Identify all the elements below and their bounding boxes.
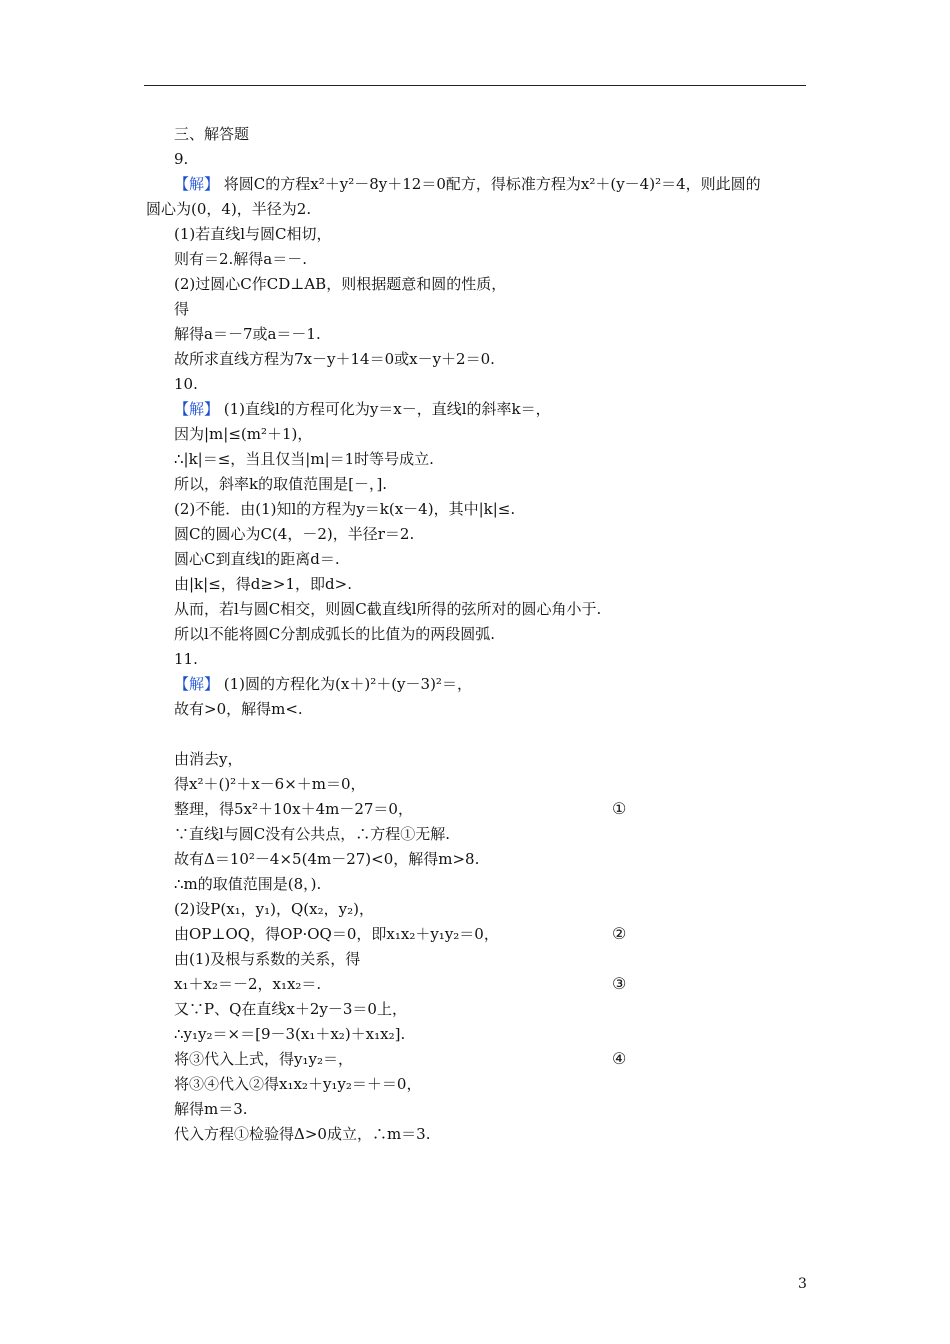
line-text: 将③④代入②得x₁x₂＋y₁y₂＝＋＝0， — [174, 1075, 422, 1093]
text-line — [174, 374, 198, 394]
text-line — [174, 649, 198, 669]
text-line — [174, 1124, 430, 1144]
text-line — [174, 449, 434, 469]
line-text: 从而，若l与圆C相交，则圆C截直线l所得的弦所对的圆心角小于. — [174, 600, 602, 618]
text-line — [174, 274, 506, 294]
equation-marker: ① — [612, 799, 627, 818]
text-line — [174, 549, 340, 569]
line-text: 11. — [174, 650, 198, 668]
line-text: (1)若直线l与圆C相切， — [174, 225, 332, 243]
line-text: x₁＋x₂＝－2，x₁x₂＝. — [174, 975, 322, 993]
line-text: ∴m的取值范围是(8，). — [174, 875, 322, 893]
text-line — [174, 924, 499, 944]
line-text: 由|k|≤，得d≥>1，即d>. — [174, 575, 352, 593]
solution-tag: 【解】 — [174, 400, 220, 418]
line-text: 圆C的圆心为C(4，－2)，半径r＝2. — [174, 525, 415, 543]
line-text: 所以，斜率k的取值范围是[－，]. — [174, 475, 388, 493]
line-text: 故有Δ＝10²－4×5(4m－27)<0，解得m>8. — [174, 850, 480, 868]
line-text: 解得m＝3. — [174, 1100, 248, 1118]
equation-marker: ② — [612, 924, 627, 943]
line-text: ∵直线l与圆C没有公共点，∴方程①无解. — [174, 825, 451, 843]
text-line — [174, 1049, 353, 1069]
text-line — [174, 599, 601, 619]
equation-marker: ④ — [612, 1049, 627, 1068]
line-text: (1)圆的方程化为(x＋)²＋(y－3)²＝， — [219, 675, 472, 693]
line-text: 故有>0，解得m<. — [174, 700, 303, 718]
line-text: 由消去y， — [174, 750, 243, 768]
line-text: 因为|m|≤(m²＋1)， — [174, 425, 313, 443]
text-line — [174, 249, 307, 269]
line-text: 圆心C到直线l的距离d＝. — [174, 550, 340, 568]
line-text: 所以l不能将圆C分割成弧长的比值为的两段圆弧. — [174, 625, 496, 643]
text-line — [174, 699, 303, 719]
line-text: 又∵P、Q在直线x＋2y－3＝0上， — [174, 1000, 407, 1018]
text-line — [174, 1099, 248, 1119]
line-text: 解得a＝－7或a＝－1. — [174, 325, 321, 343]
text-line — [174, 824, 450, 844]
text-line — [174, 899, 374, 919]
line-text: 得 — [174, 300, 190, 318]
text-line — [174, 124, 249, 144]
line-text: 三、解答题 — [174, 125, 250, 143]
line-text: (2)不能．由(1)知l的方程为y＝k(x－4)，其中|k|≤. — [174, 500, 516, 518]
line-text: 9. — [174, 150, 189, 168]
text-line — [174, 299, 189, 319]
text-line — [174, 474, 387, 494]
line-text: 则有＝2.解得a＝－. — [174, 250, 308, 268]
text-line — [174, 324, 321, 344]
line-text: 将③代入上式，得y₁y₂＝， — [174, 1050, 353, 1068]
text-line — [174, 424, 312, 444]
equation-marker: ③ — [612, 974, 627, 993]
line-text: 将圆C的方程x²＋y²－8y＋12＝0配方，得标准方程为x²＋(y－4)²＝4，则此圆的 — [219, 175, 761, 193]
line-text: (1)直线l的方程可化为y＝x－，直线l的斜率k＝， — [219, 400, 551, 418]
text-line — [146, 199, 311, 219]
line-text: 故所求直线方程为7x－y＋14＝0或x－y＋2＝0. — [174, 350, 495, 368]
text-line — [174, 499, 515, 519]
text-line — [174, 949, 360, 969]
text-line — [174, 774, 366, 794]
line-text: (2)过圆心C作CD⊥AB，则根据题意和圆的性质， — [174, 275, 507, 293]
text-line — [174, 174, 761, 194]
line-text: ∴|k|＝≤，当且仅当|m|＝1时等号成立. — [174, 450, 434, 468]
line-text: 10. — [174, 375, 198, 393]
line-text: 整理，得5x²＋10x＋4m－27＝0， — [174, 800, 413, 818]
text-line — [174, 1074, 421, 1094]
text-line — [174, 399, 551, 419]
text-line — [174, 974, 321, 994]
text-line — [174, 149, 188, 169]
text-line — [174, 1024, 405, 1044]
line-text: 由OP⊥OQ，得OP·OQ＝0，即x₁x₂＋y₁y₂＝0， — [174, 925, 499, 943]
text-line — [174, 524, 414, 544]
solution-tag: 【解】 — [174, 175, 220, 193]
text-line — [174, 849, 479, 869]
text-line — [174, 624, 495, 644]
header-rule — [144, 85, 806, 86]
line-text: 代入方程①检验得Δ>0成立，∴m＝3. — [174, 1125, 431, 1143]
text-line — [174, 674, 472, 694]
line-text: (2)设P(x₁，y₁)，Q(x₂，y₂)， — [174, 900, 374, 918]
line-text: 由(1)及根与系数的关系，得 — [174, 950, 361, 968]
text-line — [174, 349, 495, 369]
solution-tag: 【解】 — [174, 675, 220, 693]
text-line — [174, 224, 332, 244]
text-line — [174, 874, 321, 894]
text-line — [174, 749, 242, 769]
text-line — [174, 799, 413, 819]
line-text: 得x²＋()²＋x－6×＋m＝0， — [174, 775, 366, 793]
text-line — [174, 574, 352, 594]
text-line — [174, 999, 407, 1019]
line-text: ∴y₁y₂＝×＝[9－3(x₁＋x₂)＋x₁x₂]. — [174, 1025, 406, 1043]
page-number: 3 — [798, 1276, 807, 1292]
line-text: 圆心为(0，4)，半径为2. — [146, 200, 312, 218]
